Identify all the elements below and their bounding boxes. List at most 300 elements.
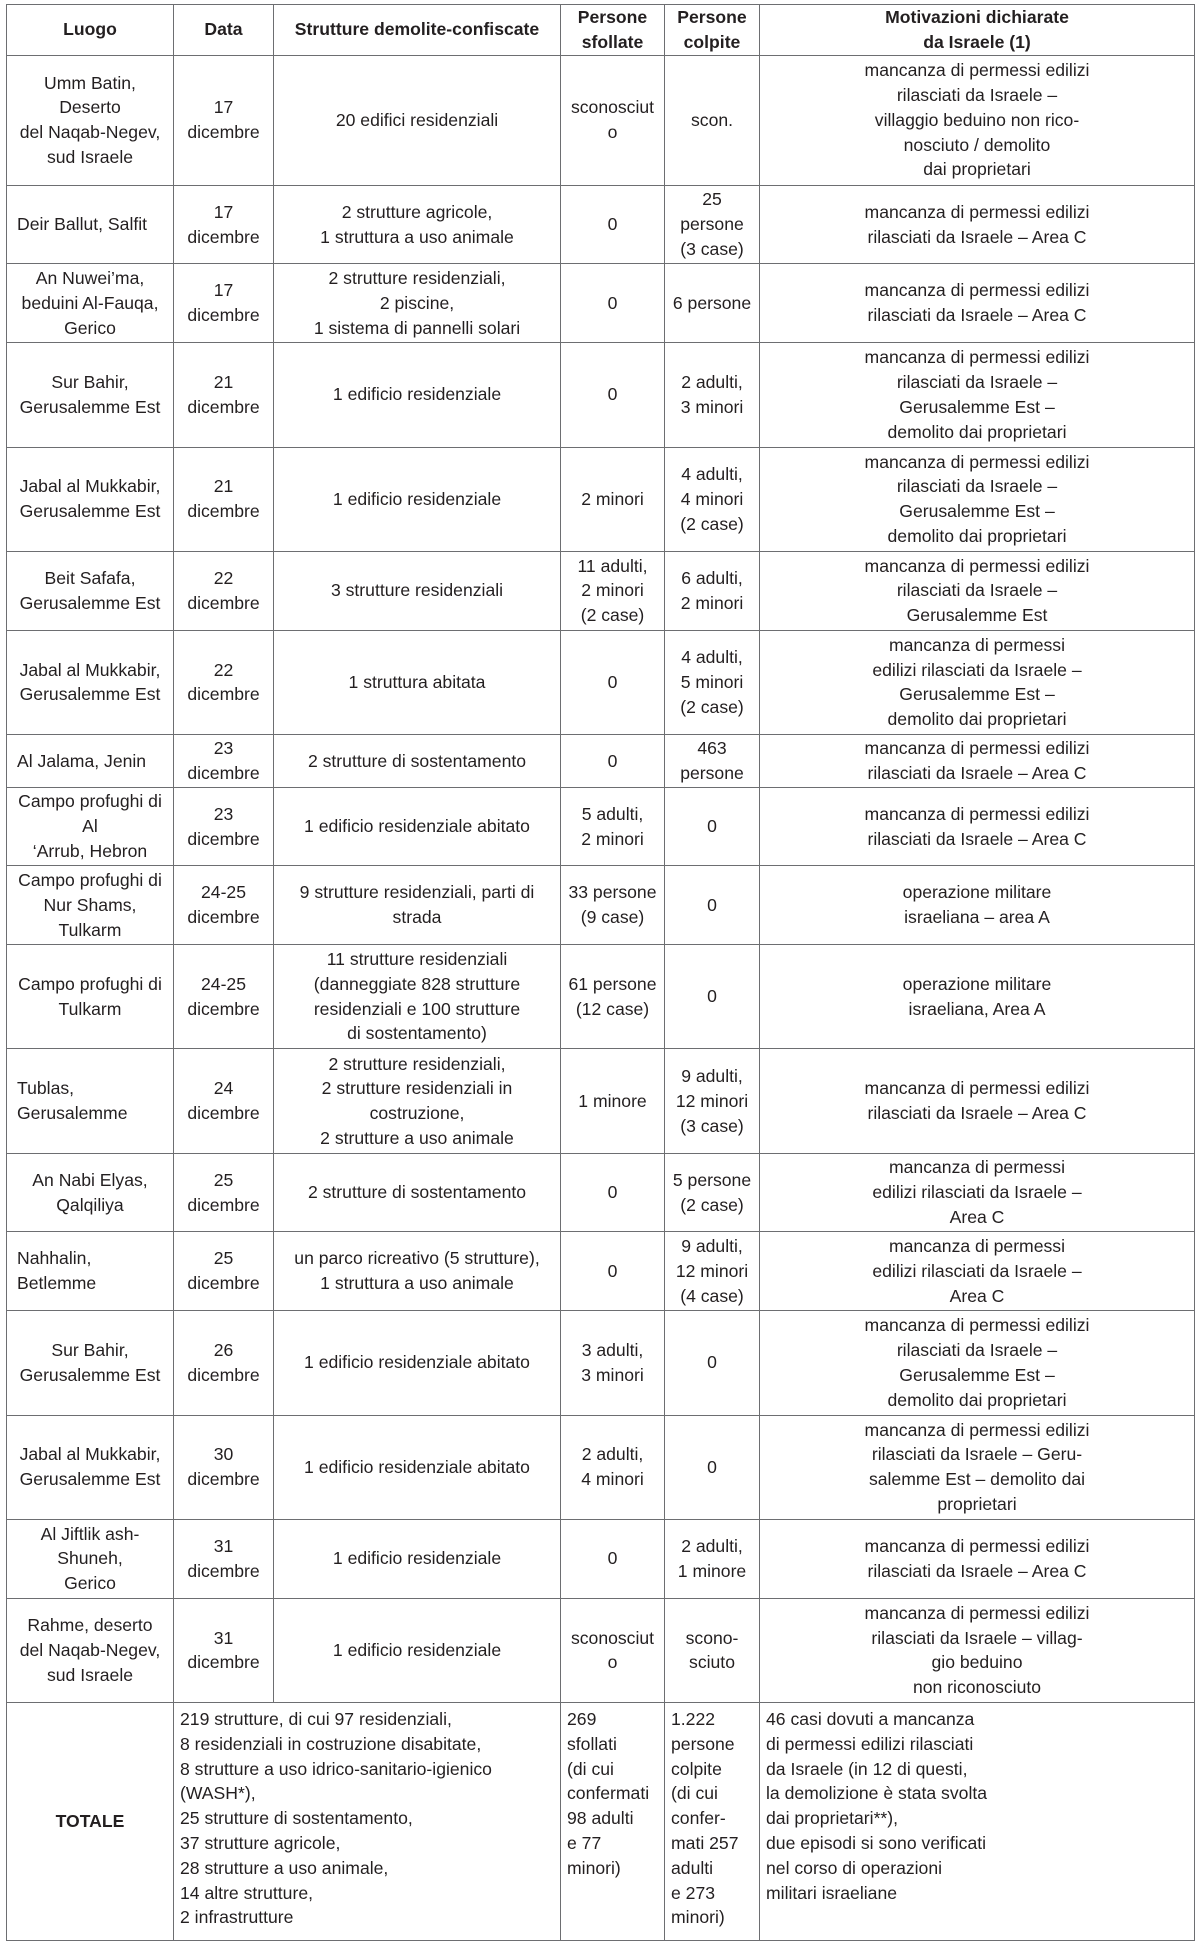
cell-line: mancanza di permessi xyxy=(888,1157,1065,1178)
cell-reasons xyxy=(760,866,1195,945)
cell-line: Gerusalemme Est xyxy=(19,1469,161,1490)
cell-line: Gerico xyxy=(64,317,116,338)
cell-line: persone xyxy=(680,214,744,235)
cell-line: 0 xyxy=(607,671,618,692)
cell-date xyxy=(174,1415,274,1519)
table-row xyxy=(7,55,1195,185)
cell-line: colpite xyxy=(671,1758,722,1779)
cell-line: 1 edificio residenziale xyxy=(332,1639,502,1660)
cell-line: mancanza di permessi edilizi xyxy=(864,1315,1090,1336)
cell-line: sconosciuto xyxy=(570,97,655,143)
cell-structures xyxy=(274,55,561,185)
cell-date xyxy=(174,264,274,343)
cell-place xyxy=(7,1153,174,1232)
cell-affected xyxy=(665,630,760,734)
cell-affected xyxy=(665,55,760,185)
cell-date xyxy=(174,343,274,447)
cell-place xyxy=(7,1311,174,1415)
cell-line: mancanza di permessi edilizi xyxy=(864,451,1090,472)
cell-line: 12 minori xyxy=(675,1260,749,1281)
cell-structures xyxy=(274,447,561,551)
cell-displaced xyxy=(561,1049,665,1153)
cell-line: 2 adulti, xyxy=(681,372,743,392)
cell-line: (2 case) xyxy=(580,605,645,626)
cell-line: 2 strutture residenziali in costruzione, xyxy=(321,1078,513,1124)
cell-line: proprietari xyxy=(937,1494,1017,1515)
cell-place xyxy=(7,944,174,1048)
cell-line: 1 edificio residenziale xyxy=(332,1548,502,1569)
cell-line: 17 dicembre xyxy=(187,280,260,326)
cell-displaced xyxy=(561,1311,665,1415)
cell-reasons xyxy=(760,944,1195,1048)
cell-line: Gerusalemme Est xyxy=(19,501,161,522)
cell-affected xyxy=(665,185,760,264)
cell-line: Area C xyxy=(949,1285,1005,1306)
cell-line: 1 edificio residenziale abitato xyxy=(304,1456,530,1477)
cell-line: An Nuwei’ma, xyxy=(35,268,145,289)
cell-affected xyxy=(665,735,760,788)
cell-line: 31 dicembre xyxy=(187,1535,260,1581)
cell-line: Sur Bahir, xyxy=(51,372,129,392)
cell-place xyxy=(7,1519,174,1598)
cell-structures xyxy=(274,1311,561,1415)
table-row xyxy=(7,264,1195,343)
cell-displaced xyxy=(561,1232,665,1311)
cell-line: confermati xyxy=(567,1783,650,1804)
cell-line: Gerusalemme Est – xyxy=(899,684,1055,705)
table-row xyxy=(7,735,1195,788)
cell-line: Jabal al Mukkabir, xyxy=(19,659,161,680)
cell-place xyxy=(7,630,174,734)
cell-structures xyxy=(274,185,561,264)
cell-line: 1 edificio residenziale abitato xyxy=(304,816,530,837)
header-reasons xyxy=(760,5,1195,56)
cell-line: Gerico xyxy=(64,1573,116,1594)
cell-line: mancanza di permessi edilizi xyxy=(864,803,1090,824)
cell-place xyxy=(7,1232,174,1311)
cell-affected xyxy=(665,1519,760,1598)
cell-line: del Naqab-Negev, xyxy=(19,122,161,143)
cell-place xyxy=(7,1598,174,1703)
table-row xyxy=(7,1311,1195,1415)
cell-line: 6 persone xyxy=(672,292,752,313)
cell-reasons xyxy=(760,630,1195,734)
cell-line: Persone xyxy=(577,7,648,27)
cell-line: 3 strutture residenziali xyxy=(330,580,504,601)
cell-affected xyxy=(665,447,760,551)
cell-line: 1 sistema di pannelli solari xyxy=(313,317,521,338)
cell-line: Sur Bahir, xyxy=(51,1339,129,1360)
cell-line: Qalqiliya xyxy=(56,1194,124,1215)
cell-line: salemme Est – demolito dai xyxy=(868,1469,1086,1490)
cell-structures xyxy=(274,1598,561,1703)
cell-line: di sostentamento) xyxy=(347,1023,487,1044)
demolitions-table-container xyxy=(6,4,1194,1941)
cell-line: ‘Arrub, Hebron xyxy=(32,840,148,861)
cell-line: 21 dicembre xyxy=(187,372,260,417)
cell-line: sfollati xyxy=(567,1733,617,1754)
cell-line: sciuto xyxy=(689,1652,735,1673)
cell-line: da Israele (1) xyxy=(923,31,1031,52)
cell-date xyxy=(174,1519,274,1598)
cell-line: Campo profughi di Al xyxy=(18,791,162,837)
cell-line: israeliana – area A xyxy=(904,907,1050,928)
cell-line: 24-25 xyxy=(201,882,246,903)
cell-line: 2 strutture residenziali, xyxy=(328,268,506,289)
cell-line: 3 adulti, xyxy=(581,1339,644,1360)
cell-reasons xyxy=(760,1598,1195,1703)
cell-line: 37 strutture agricole, xyxy=(180,1833,341,1854)
cell-line: 1 minore xyxy=(578,1090,647,1111)
cell-date xyxy=(174,1049,274,1153)
cell-line: Strutture demolite-confiscate xyxy=(294,19,540,40)
cell-line: demolito dai proprietari xyxy=(887,526,1067,547)
cell-date xyxy=(174,1598,274,1703)
cell-displaced xyxy=(561,787,665,866)
cell-line: 9 adulti, xyxy=(681,1065,743,1086)
cell-affected xyxy=(665,1232,760,1311)
cell-line: 269 xyxy=(567,1709,597,1730)
cell-line: 20 edifici residenziali xyxy=(335,109,499,130)
cell-line: 0 xyxy=(707,986,717,1007)
cell-displaced xyxy=(561,1415,665,1519)
cell-line: 0 xyxy=(607,1260,618,1281)
cell-displaced xyxy=(561,866,665,945)
cell-line: rilasciati da Israele – Area C xyxy=(867,226,1087,247)
cell-line: mati 257 xyxy=(671,1833,739,1854)
cell-line: 17 dicembre xyxy=(187,97,260,143)
cell-affected xyxy=(665,1153,760,1232)
cell-line: 11 strutture residenziali xyxy=(326,949,508,970)
cell-line: villaggio beduino non rico- xyxy=(874,109,1080,130)
cell-line: gio beduino xyxy=(931,1652,1023,1673)
cell-line: 2 minori xyxy=(581,488,644,509)
cell-line: 2 minori xyxy=(581,580,644,601)
cell-line: Motivazioni dichiarate xyxy=(885,7,1069,27)
cell-line: 2 strutture agricole, xyxy=(341,201,493,222)
cell-line: 24 dicembre xyxy=(187,1078,260,1124)
cell-line: dicembre xyxy=(187,998,260,1019)
cell-affected xyxy=(665,787,760,866)
cell-line: (2 case) xyxy=(680,696,744,717)
cell-line: non riconosciuto xyxy=(912,1677,1042,1698)
cell-line: mancanza di permessi edilizi xyxy=(864,60,1090,81)
cell-line: rilasciati da Israele – xyxy=(896,476,1058,497)
header-structures xyxy=(274,5,561,56)
cell-line: rilasciati da Israele – Area C xyxy=(867,828,1087,849)
cell-line: dicembre xyxy=(187,907,260,928)
cell-line: beduini Al-Fauqa, xyxy=(21,292,159,313)
cell-line: 6 adulti, xyxy=(681,567,743,588)
table-row xyxy=(7,185,1195,264)
header-affected xyxy=(665,5,760,56)
cell-affected xyxy=(665,1598,760,1703)
cell-line: persone xyxy=(671,1733,735,1754)
cell-line: 61 persone xyxy=(568,973,657,994)
total-affected xyxy=(665,1703,760,1941)
cell-line: Gerusalemme Est xyxy=(906,605,1048,626)
cell-reasons xyxy=(760,551,1195,630)
cell-structures xyxy=(274,944,561,1048)
cell-line: sconosciuto xyxy=(570,1627,655,1673)
cell-line: (9 case) xyxy=(580,907,645,928)
cell-line: 28 strutture a uso animale, xyxy=(180,1857,389,1878)
cell-line: Gerusalemme Est – xyxy=(899,1364,1055,1385)
cell-affected xyxy=(665,343,760,447)
cell-line: 2 infrastrutture xyxy=(180,1907,294,1928)
table-row xyxy=(7,866,1195,945)
cell-line: 2 strutture di sostentamento xyxy=(307,750,527,771)
cell-displaced xyxy=(561,551,665,630)
table-row xyxy=(7,630,1195,734)
cell-reasons xyxy=(760,1232,1195,1311)
cell-line: Gerusalemme Est xyxy=(19,684,161,705)
cell-line: 0 xyxy=(607,384,618,405)
cell-line: persone xyxy=(680,762,744,783)
cell-structures xyxy=(274,1415,561,1519)
header-date xyxy=(174,5,274,56)
cell-line: rilasciati da Israele – xyxy=(896,1339,1058,1360)
cell-affected xyxy=(665,1049,760,1153)
cell-line: e 273 xyxy=(671,1882,716,1903)
cell-line: Umm Batin, Deserto xyxy=(44,72,136,118)
cell-line: 46 casi dovuti a mancanza xyxy=(766,1709,975,1730)
cell-reasons xyxy=(760,1519,1195,1598)
cell-line: 0 xyxy=(607,1548,618,1569)
cell-line: Beit Safafa, xyxy=(44,567,136,588)
cell-line: adulti xyxy=(671,1857,714,1878)
cell-line: 0 xyxy=(607,292,618,313)
cell-line: minori) xyxy=(671,1907,725,1928)
cell-line: (3 case) xyxy=(680,1115,744,1136)
cell-line: Tulkarm xyxy=(58,998,122,1019)
cell-line: sud Israele xyxy=(46,1664,134,1685)
cell-displaced xyxy=(561,944,665,1048)
cell-place xyxy=(7,866,174,945)
cell-line: Gerusalemme Est – xyxy=(899,396,1055,417)
cell-line: scon. xyxy=(690,109,734,130)
cell-line: e 77 minori) xyxy=(567,1833,621,1878)
cell-line: mancanza di permessi xyxy=(888,1236,1065,1257)
cell-line: mancanza di permessi edilizi xyxy=(864,1602,1090,1623)
cell-date xyxy=(174,630,274,734)
cell-line: (di cui xyxy=(567,1758,614,1779)
cell-line: 24-25 xyxy=(201,973,246,994)
cell-line: 0 xyxy=(607,750,618,771)
cell-line: rilasciati da Israele – xyxy=(896,580,1058,601)
cell-date xyxy=(174,1311,274,1415)
cell-reasons xyxy=(760,787,1195,866)
cell-line: (3 case) xyxy=(680,239,744,260)
cell-line: Luogo xyxy=(63,19,117,40)
cell-line: 11 adulti, xyxy=(577,555,648,576)
cell-place xyxy=(7,1415,174,1519)
cell-line: 14 altre strutture, xyxy=(180,1882,313,1903)
cell-displaced xyxy=(561,1598,665,1703)
cell-place xyxy=(7,447,174,551)
cell-line: operazione militare xyxy=(902,882,1052,903)
total-label: TOTALE xyxy=(7,1703,174,1941)
cell-line: 2 minori xyxy=(680,592,744,613)
cell-structures xyxy=(274,787,561,866)
cell-date xyxy=(174,735,274,788)
cell-line: 3 minori xyxy=(680,396,744,417)
cell-place xyxy=(7,343,174,447)
table-row xyxy=(7,944,1195,1048)
cell-affected xyxy=(665,1415,760,1519)
cell-line: mancanza di permessi edilizi xyxy=(864,347,1090,368)
cell-date xyxy=(174,55,274,185)
cell-structures xyxy=(274,735,561,788)
cell-line: mancanza di permessi edilizi xyxy=(864,738,1090,759)
cell-structures xyxy=(274,630,561,734)
cell-line: demolito dai proprietari xyxy=(887,709,1067,730)
cell-date xyxy=(174,944,274,1048)
cell-date xyxy=(174,551,274,630)
total-displaced xyxy=(561,1703,665,1941)
cell-line: edilizi rilasciati da Israele – xyxy=(872,1182,1082,1203)
cell-date xyxy=(174,447,274,551)
table-row xyxy=(7,343,1195,447)
cell-reasons xyxy=(760,1415,1195,1519)
cell-line: 25 dicembre xyxy=(187,1248,260,1294)
cell-displaced xyxy=(561,630,665,734)
cell-line: due episodi si sono verificati xyxy=(766,1833,987,1854)
cell-line: (2 case) xyxy=(680,1194,744,1215)
table-row xyxy=(7,1153,1195,1232)
cell-line: 23 dicembre xyxy=(187,803,260,849)
cell-line: mancanza di permessi edilizi xyxy=(864,201,1090,222)
cell-line: 1 struttura a uso animale xyxy=(320,1273,514,1294)
cell-place xyxy=(7,55,174,185)
cell-line: 4 adulti, xyxy=(681,464,743,485)
cell-line: rilasciati da Israele – xyxy=(896,372,1058,392)
cell-place xyxy=(7,551,174,630)
cell-line: 1 edificio residenziale abitato xyxy=(304,1352,530,1373)
cell-reasons xyxy=(760,185,1195,264)
cell-affected xyxy=(665,866,760,945)
cell-line: 33 persone xyxy=(568,882,657,903)
cell-line: 1.222 xyxy=(671,1709,716,1730)
cell-line: 21 dicembre xyxy=(187,476,260,522)
cell-line: 1 struttura a uso animale xyxy=(320,226,514,247)
cell-line: mancanza di permessi edilizi xyxy=(864,1419,1090,1440)
cell-line: (2 case) xyxy=(680,513,744,534)
cell-line: 23 dicembre xyxy=(187,738,260,783)
cell-line: 1 edificio residenziale xyxy=(332,488,502,509)
cell-line: 4 minori xyxy=(581,1469,644,1490)
cell-line: rilasciati da Israele – Area C xyxy=(867,1103,1087,1124)
cell-line: An Nabi Elyas, xyxy=(32,1169,148,1190)
table-body xyxy=(7,55,1195,1703)
cell-line: 0 xyxy=(707,894,717,915)
cell-displaced xyxy=(561,447,665,551)
cell-displaced xyxy=(561,185,665,264)
cell-affected xyxy=(665,264,760,343)
cell-structures xyxy=(274,551,561,630)
cell-line: residenziali e 100 strutture xyxy=(313,998,521,1019)
cell-line: 2 strutture di sostentamento xyxy=(307,1182,527,1203)
cell-line: 26 dicembre xyxy=(187,1339,260,1385)
cell-line: 30 dicembre xyxy=(187,1444,260,1490)
cell-affected xyxy=(665,944,760,1048)
cell-line: demolito dai proprietari xyxy=(887,421,1067,442)
cell-line: (di cui xyxy=(671,1783,718,1804)
cell-affected xyxy=(665,1311,760,1415)
cell-displaced xyxy=(561,735,665,788)
cell-line: 2 piscine, xyxy=(379,292,455,313)
cell-line: mancanza di permessi edilizi xyxy=(864,280,1090,301)
cell-line: Nahhalin, Betlemme xyxy=(17,1248,97,1294)
cell-line: Gerusalemme Est xyxy=(19,592,161,613)
cell-line: (12 case) xyxy=(575,998,650,1019)
cell-reasons xyxy=(760,55,1195,185)
cell-line: 2 strutture residenziali, xyxy=(328,1053,506,1074)
table-row xyxy=(7,787,1195,866)
cell-line: Gerusalemme Est xyxy=(19,1364,161,1385)
cell-line: 17 dicembre xyxy=(187,201,260,247)
cell-affected xyxy=(665,551,760,630)
table-row xyxy=(7,1232,1195,1311)
cell-line: Gerusalemme Est xyxy=(19,396,161,417)
cell-date xyxy=(174,185,274,264)
cell-line: strada xyxy=(392,907,442,928)
cell-date xyxy=(174,866,274,945)
cell-line: 25 dicembre xyxy=(187,1169,260,1215)
cell-displaced xyxy=(561,264,665,343)
cell-structures xyxy=(274,343,561,447)
cell-line: mancanza di permessi edilizi xyxy=(864,1078,1090,1099)
cell-line: 0 xyxy=(707,1352,717,1373)
cell-structures xyxy=(274,264,561,343)
cell-line: un parco ricreativo (5 strutture), xyxy=(294,1248,540,1269)
cell-line: mancanza di permessi xyxy=(888,634,1065,655)
cell-line: 0 xyxy=(607,1182,618,1203)
cell-line: Jabal al Mukkabir, xyxy=(19,1444,161,1465)
cell-line: Al Jalama, Jenin xyxy=(17,750,147,771)
cell-line: 1 edificio residenziale xyxy=(332,384,502,405)
cell-line: 2 minori xyxy=(581,828,644,849)
cell-line: edilizi rilasciati da Israele – xyxy=(872,659,1082,680)
cell-line: 1 struttura abitata xyxy=(348,671,486,692)
cell-line: 463 xyxy=(697,738,727,759)
cell-line: Persone xyxy=(677,7,747,27)
cell-line: Gerusalemme Est – xyxy=(899,501,1055,522)
table-row xyxy=(7,447,1195,551)
cell-line: israeliana, Area A xyxy=(908,998,1046,1019)
cell-line: Area C xyxy=(949,1207,1005,1228)
cell-line: Rahme, deserto xyxy=(27,1615,153,1636)
cell-line: Deir Ballut, Salfit xyxy=(17,214,148,235)
cell-structures xyxy=(274,866,561,945)
cell-reasons xyxy=(760,1049,1195,1153)
cell-line: 31 dicembre xyxy=(187,1627,260,1673)
cell-reasons xyxy=(760,735,1195,788)
cell-line: 9 adulti, xyxy=(681,1236,743,1257)
header-row xyxy=(7,5,1195,56)
cell-line: 5 persone xyxy=(672,1169,752,1190)
cell-line: 8 strutture a uso idrico-sanitario-igienico (WASH*), xyxy=(180,1758,492,1804)
total-reasons xyxy=(760,1703,1195,1941)
cell-line: Campo profughi di xyxy=(18,869,162,890)
cell-line: nosciuto / demolito xyxy=(903,134,1051,155)
cell-line: mancanza di permessi edilizi xyxy=(864,555,1090,576)
cell-structures xyxy=(274,1153,561,1232)
cell-line: 0 xyxy=(707,1456,717,1477)
cell-line: rilasciati da Israele – Area C xyxy=(867,305,1087,326)
cell-line: 2 adulti, xyxy=(581,1444,644,1465)
cell-line: 22 dicembre xyxy=(187,567,260,613)
